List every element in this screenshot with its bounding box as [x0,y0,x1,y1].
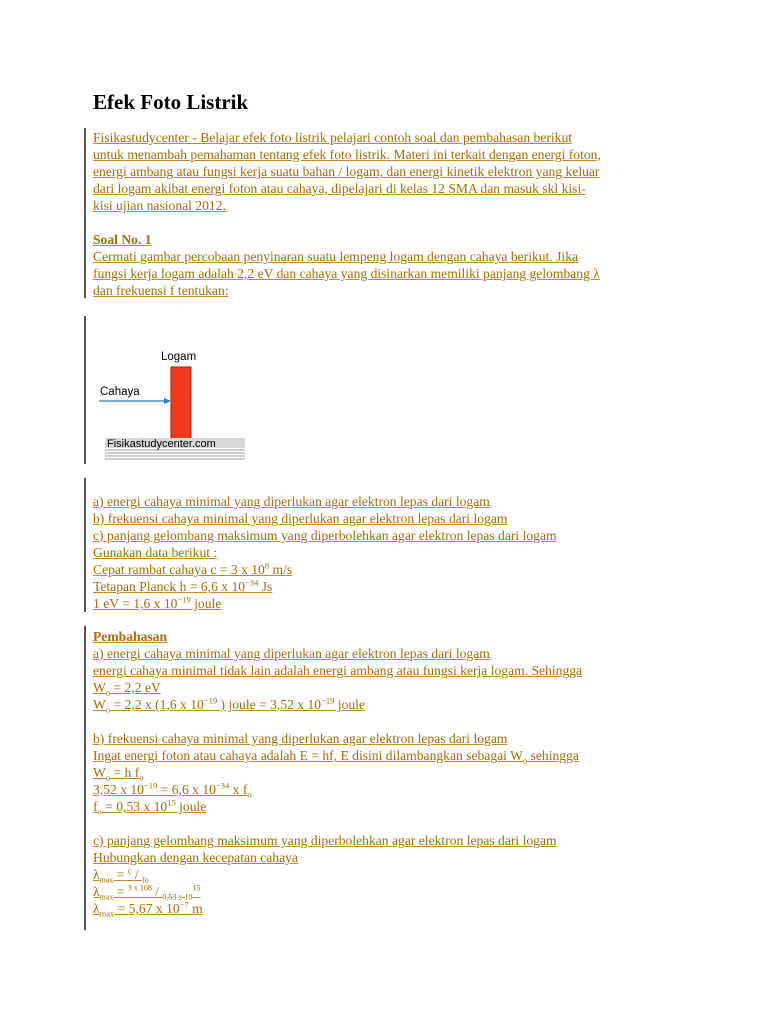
answer-b-text: Ingat energi foton atau cahaya adalah E = hf, E disini dilambangkan sebagai $W_o$ sehingga [93,748,579,766]
intro-block [93,129,693,299]
answer-a-question: a) energi cahaya minimal yang diperlukan agar elektron lepas dari logam [93,646,490,661]
margin-rule-1 [84,128,86,298]
watermark: Fisikastudycenter.com [107,438,216,450]
answer-b-eq2: 3,52 x $10^{-19} = 6,6$ x $10^{-34}$ x $f_o$ [93,780,252,800]
question-a: a) energi cahaya minimal yang diperlukan agar elektron lepas dari logam [93,494,490,509]
intro-line: untuk menambah pemahaman tentang efek foto listrik. Materi ini terkait dengan energi foton, [93,147,601,162]
metal-label: Logam [161,351,197,363]
metal-plate [171,367,191,441]
soal-line: dan frekuensi f tentukan: [93,283,229,298]
experiment-diagram [93,340,253,465]
answer-c-eq1: $\lambda_{max} = ^c / _{fo}$ [93,866,149,885]
pembahasan-heading: Pembahasan [93,629,168,644]
questions-block [93,493,693,612]
margin-rule-4 [84,626,86,930]
answer-b-eq3: $f_o = 0,53$ x $10^{15}$ joule [93,797,207,817]
margin-rule-3 [84,478,86,612]
margin-rule-2 [84,316,86,464]
soal-line: fungsi kerja logam adalah 2,2 eV dan cahaya yang disinarkan memiliki panjang gelombang λ [93,266,600,281]
soal-line: Cermati gambar percobaan penyinaran suatu lempeng logam dengan cahaya berikut. Jika [93,249,579,264]
answer-c-text: Hubungkan dengan kecepatan cahaya [93,850,298,865]
answer-b-eq1: $W_o = h$ $f_o$ [93,765,144,783]
light-label: Cahaya [100,386,140,398]
page-title: Efek Foto Listrik [93,90,249,114]
planck-line: Tetapan Planck h = 6,6 x $10^{-34}$ Js [93,577,273,594]
answer-c-eq3: $\lambda_{max} = 5,67$ x $10^{-7}$ m [93,899,203,919]
answer-b-question: b) frekuensi cahaya minimal yang diperlukan agar elektron lepas dari logam [93,731,508,746]
intro-line: dari logam akibat energi foton atau cahaya, dipelajari di kelas 12 SMA dan masuk skl kisi- [93,181,586,196]
arrow-head-icon [164,398,171,404]
soal-heading: Soal No. 1 [93,232,152,247]
pembahasan-block [93,628,693,917]
answer-a-eq2: $W_o = 2,2$ x (1,6 x $10^{-19}$ ) joule = 3,52 x $10^{-19}$ joule [93,695,365,715]
data-intro: Gunakan data berikut : [93,545,218,560]
question-b: b) frekuensi cahaya minimal yang diperlukan agar elektron lepas dari logam [93,511,508,526]
answer-a-eq1: $W_o = 2,2$ eV [93,680,161,698]
answer-c-eq2: $\lambda_{max} = ^{3 x 108} / _{0,53 x 10}^{15}$ [93,883,201,902]
light-speed-line: Cepat rambat cahaya c = 3 x $10^8$ m/s [93,560,293,577]
answer-c-question: c) panjang gelombang maksimum yang diperbolehkan agar elektron lepas dari logam [93,833,557,848]
question-c: c) panjang gelombang maksimum yang diperbolehkan agar elektron lepas dari logam [93,528,557,543]
ev-line: 1 eV = 1,6 x $10^{-19}$ joule [93,594,222,611]
answer-a-text: energi cahaya minimal tidak lain adalah energi ambang atau fungsi kerja logam. Sehingga [93,663,583,678]
intro-line: Fisikastudycenter - Belajar efek foto listrik pelajari contoh soal dan pembahasan berikut [93,130,573,145]
intro-line: energi ambang atau fungsi kerja suatu bahan / logam, dan energi kinetik elektron yang keluar [93,164,600,179]
experiment-figure [93,340,253,465]
intro-line: kisi ujian nasional 2012. [93,198,226,213]
